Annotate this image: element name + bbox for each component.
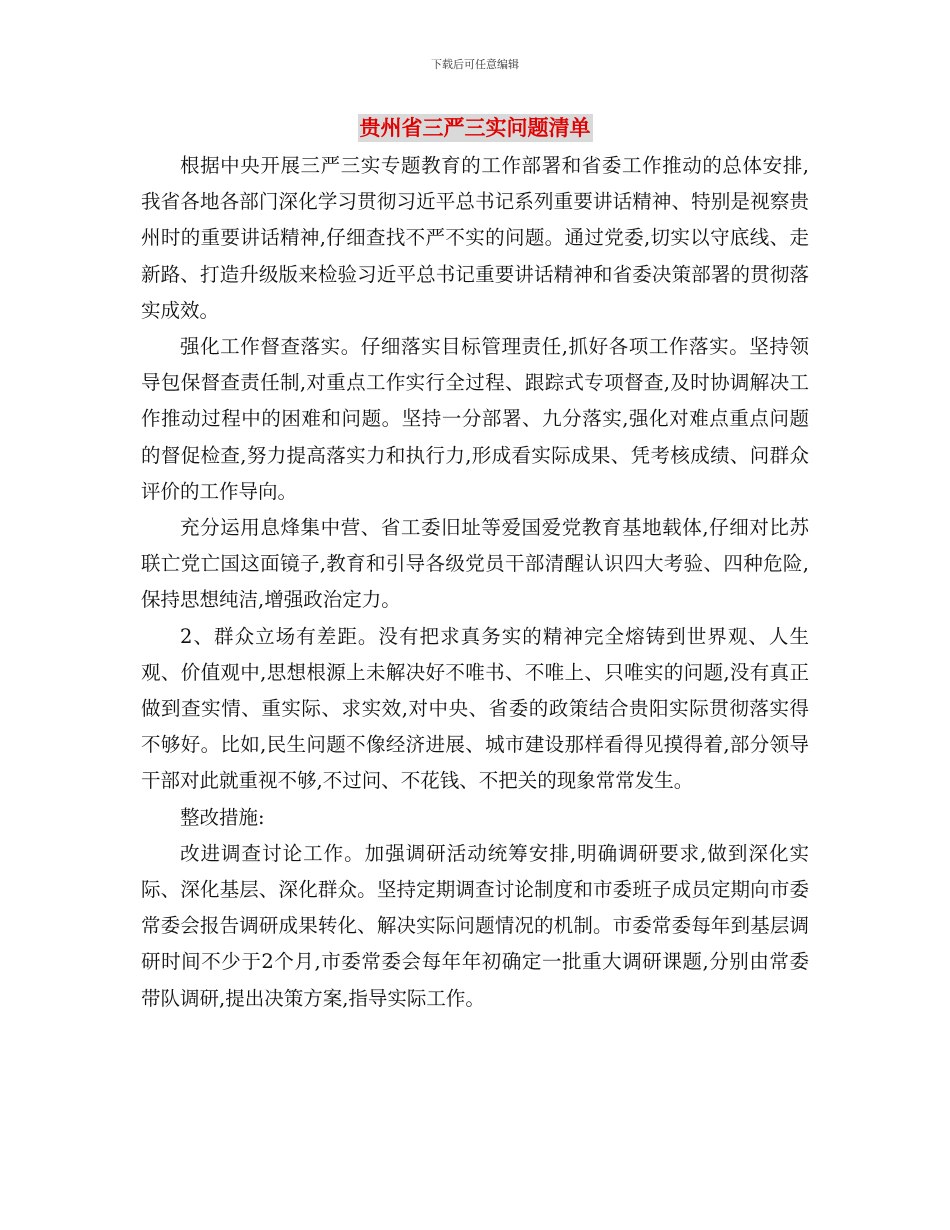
header-note: 下载后可任意编辑 bbox=[431, 58, 519, 71]
paragraph-mass-stance: 2、群众立场有差距。没有把求真务实的精神完全熔铸到世界观、人生观、价值观中,思想根源上未解决好不唯书、不唯上、只唯实的问题,没有真正做到查实情、重实际、求实效,对中央、省委的政策结合贵阳实际贯彻落实得不够好。比如,民生问题不像经济进展、城市建设那样看得见摸得着,部分领导干部对此就重视不够,不过问、不花钱、不把关的现象常常发生。 bbox=[141, 624, 809, 793]
paragraph-rectification-heading: 整改措施: bbox=[180, 805, 265, 829]
document-title: 贵州省三严三实问题清单 bbox=[359, 116, 591, 140]
document-body bbox=[141, 148, 809, 1017]
paragraph-intro: 根据中央开展三严三实专题教育的工作部署和省委工作推动的总体安排,我省各地各部门深化学习贯彻习近平总书记系列重要讲话精神、特别是视察贵州时的重要讲话精神,仔细查找不严不实的问题。通过党委,切实以守底线、走新路、打造升级版来检验习近平总书记重要讲话精神和省委决策部署的贯彻落实成效。 bbox=[141, 154, 809, 322]
paragraph-research-improvement: 改进调查讨论工作。加强调研活动统筹安排,明确调研要求,做到深化实际、深化基层、深化群众。坚持定期调查讨论制度和市委班子成员定期向市委常委会报告调研成果转化、解决实际问题情况的机制。市委常委每年到基层调研时间不少于2个月,市委常委会每年年初确定一批重大调研课题,分别由常委带队调研,提出决策方案,指导实际工作。 bbox=[141, 841, 809, 1010]
paragraph-education-base: 充分运用息烽集中营、省工委旧址等爱国爱党教育基地载体,仔细对比苏联亡党亡国这面镜子,教育和引导各级党员干部清醒认识四大考验、四种危险,保持思想纯洁,增强政治定力。 bbox=[141, 516, 809, 612]
title-container bbox=[0, 114, 950, 142]
paragraph-supervision: 强化工作督查落实。仔细落实目标管理责任,抓好各项工作落实。坚持领导包保督查责任制,对重点工作实行全过程、跟踪式专项督查,及时协调解决工作推动过程中的困难和问题。坚持一分部署、九分落实,强化对难点重点问题的督促检查,努力提高落实力和执行力,形成看实际成果、凭考核成绩、问群众评价的工作导向。 bbox=[141, 335, 809, 503]
